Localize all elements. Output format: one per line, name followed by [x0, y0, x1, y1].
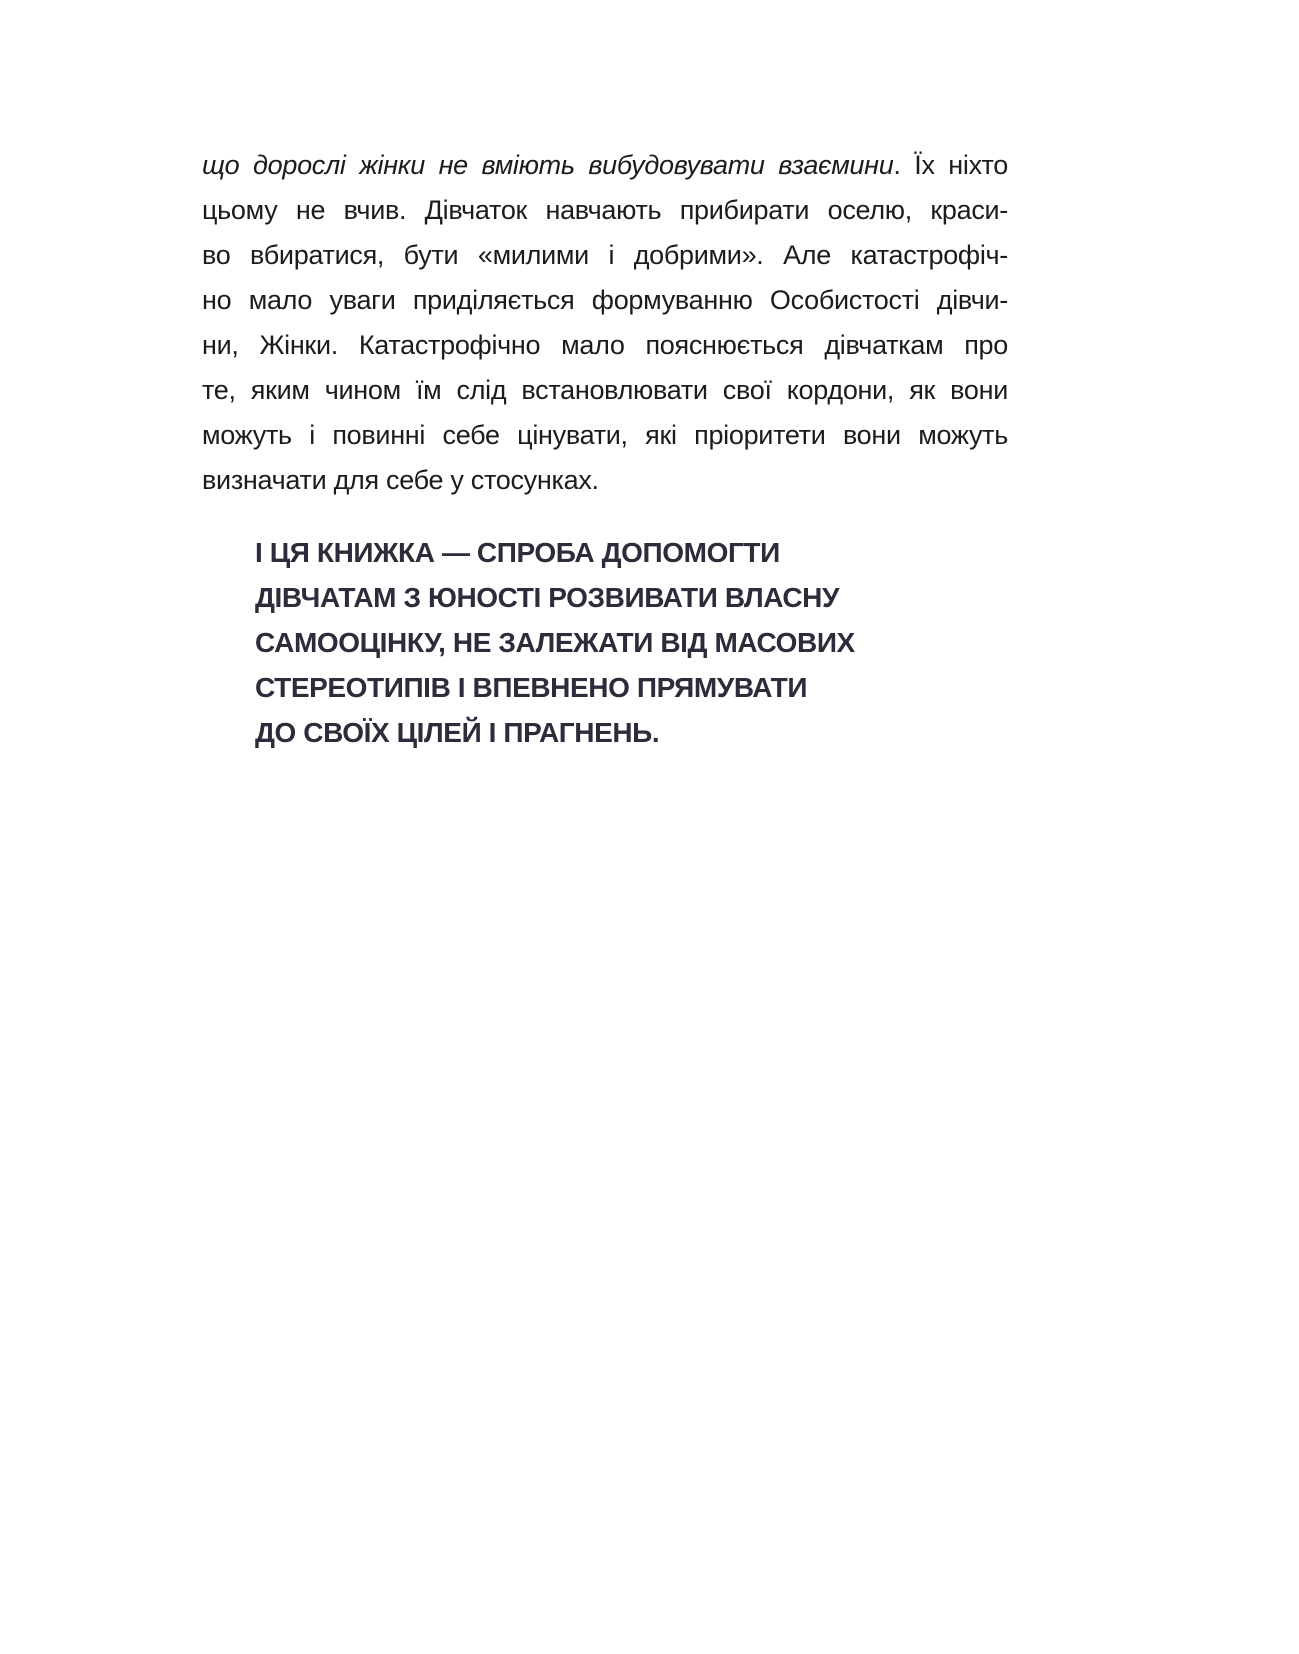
- paragraph-line: цьому не вчив. Дівчаток навчають прибирати оселю, краси-: [202, 195, 1008, 225]
- paragraph-line: во вбиратися, бути «милими і добрими». Але катастрофіч-: [202, 240, 1008, 270]
- body-paragraph: [202, 143, 1008, 503]
- italic-phrase: що дорослі жінки не вміють вибудовувати взаємини: [202, 150, 894, 180]
- callout-line: СТЕРЕОТИПІВ І ВПЕВНЕНО ПРЯМУВАТИ: [255, 672, 808, 703]
- callout-line: ДО СВОЇХ ЦІЛЕЙ І ПРАГНЕНЬ.: [255, 717, 660, 748]
- callout-line: ДІВЧАТАМ З ЮНОСТІ РОЗВИВАТИ ВЛАСНУ: [255, 582, 840, 613]
- callout-line: І ЦЯ КНИЖКА — СПРОБА ДОПОМОГТИ: [255, 537, 780, 568]
- paragraph-line: можуть і повинні себе цінувати, які пріоритети вони можуть: [202, 420, 1008, 450]
- callout-line: САМООЦІНКУ, НЕ ЗАЛЕЖАТИ ВІД МАСОВИХ: [255, 627, 855, 658]
- paragraph-line: те, яким чином їм слід встановлювати свої кордони, як вони: [202, 375, 1008, 405]
- paragraph-line: [202, 143, 1008, 188]
- paragraph-line: но мало уваги приділяється формуванню Особистості дівчи-: [202, 285, 1008, 315]
- paragraph-line: визначати для себе у стосунках.: [202, 465, 599, 495]
- line-continuation: . Їх ніхто: [893, 150, 1008, 180]
- paragraph-line: ни, Жінки. Катастрофічно мало пояснюється дівчаткам про: [202, 330, 1008, 360]
- pull-quote-callout: [255, 530, 955, 755]
